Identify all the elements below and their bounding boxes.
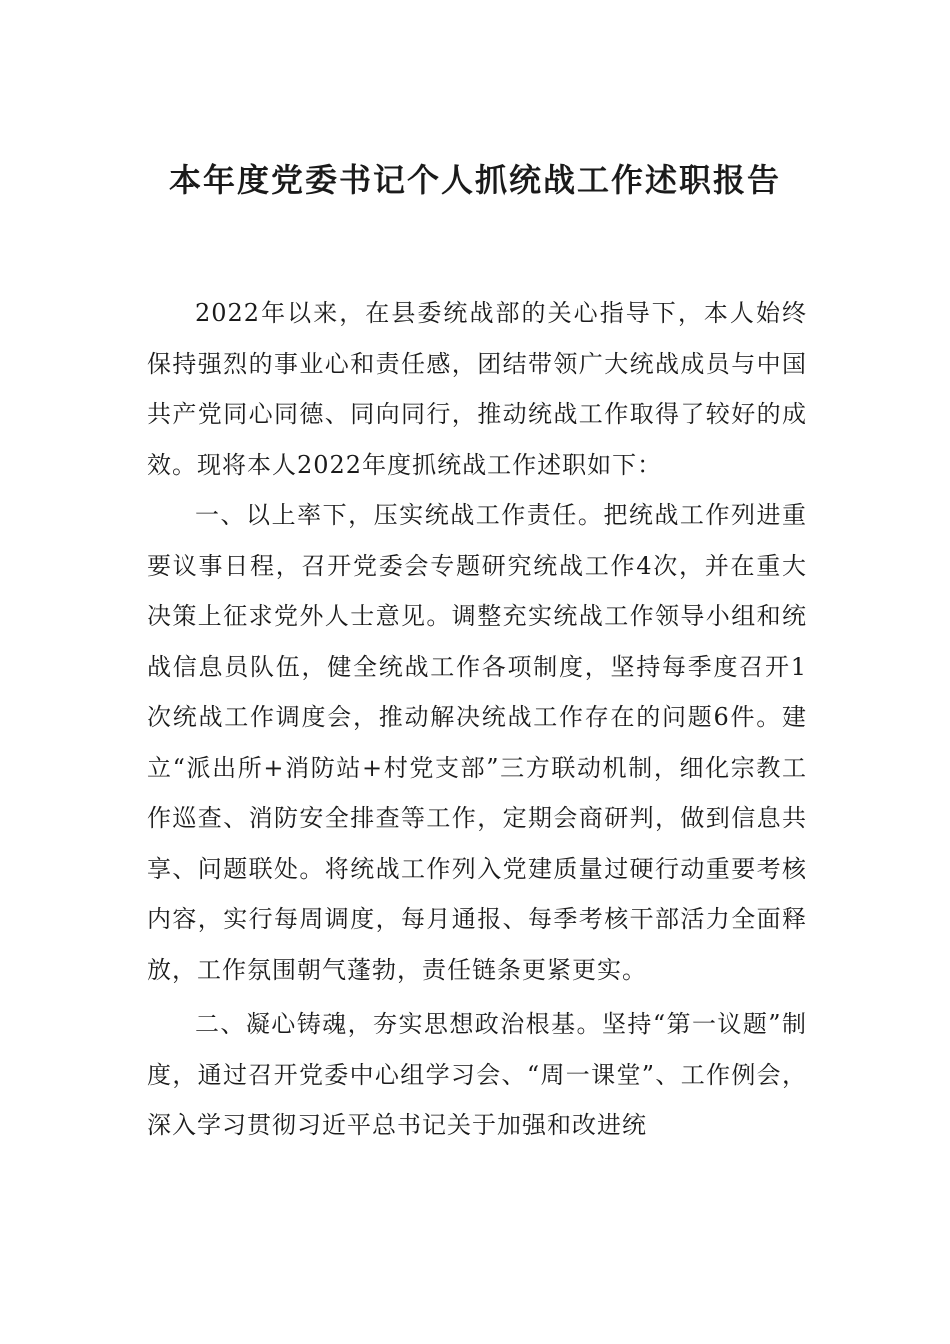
- paragraph-section-1: 一、以上率下，压实统战工作责任。把统战工作列进重要议事日程，召开党委会专题研究统战工作4次，并在重大决策上征求党外人士意见。调整充实统战工作领导小组和统战信息员队伍，健全统战工作各项制度，坚持每季度召开1次统战工作调度会，推动解决统战工作存在的问题6件。建立“派出所+消防站+村党支部”三方联动机制，细化宗教工作巡查、消防安全排查等工作，定期会商研判，做到信息共享、问题联处。将统战工作列入党建质量过硬行动重要考核内容，实行每周调度，每月通报、每季考核干部活力全面释放，工作氛围朝气蓬勃，责任链条更紧更实。: [147, 501, 807, 984]
- paragraph-intro: 2022年以来，在县委统战部的关心指导下，本人始终保持强烈的事业心和责任感，团结带领广大统战成员与中国共产党同心同德、同向同行，推动统战工作取得了较好的成效。现将本人2022年度抓统战工作述职如下：: [147, 299, 807, 479]
- document-body: [147, 288, 807, 1151]
- paragraph-section-2: 二、凝心铸魂，夯实思想政治根基。坚持“第一议题”制度，通过召开党委中心组学习会、“周一课堂”、工作例会，深入学习贯彻习近平总书记关于加强和改进统: [147, 1010, 807, 1139]
- document-title: 本年度党委书记个人抓统战工作述职报告: [168, 161, 781, 199]
